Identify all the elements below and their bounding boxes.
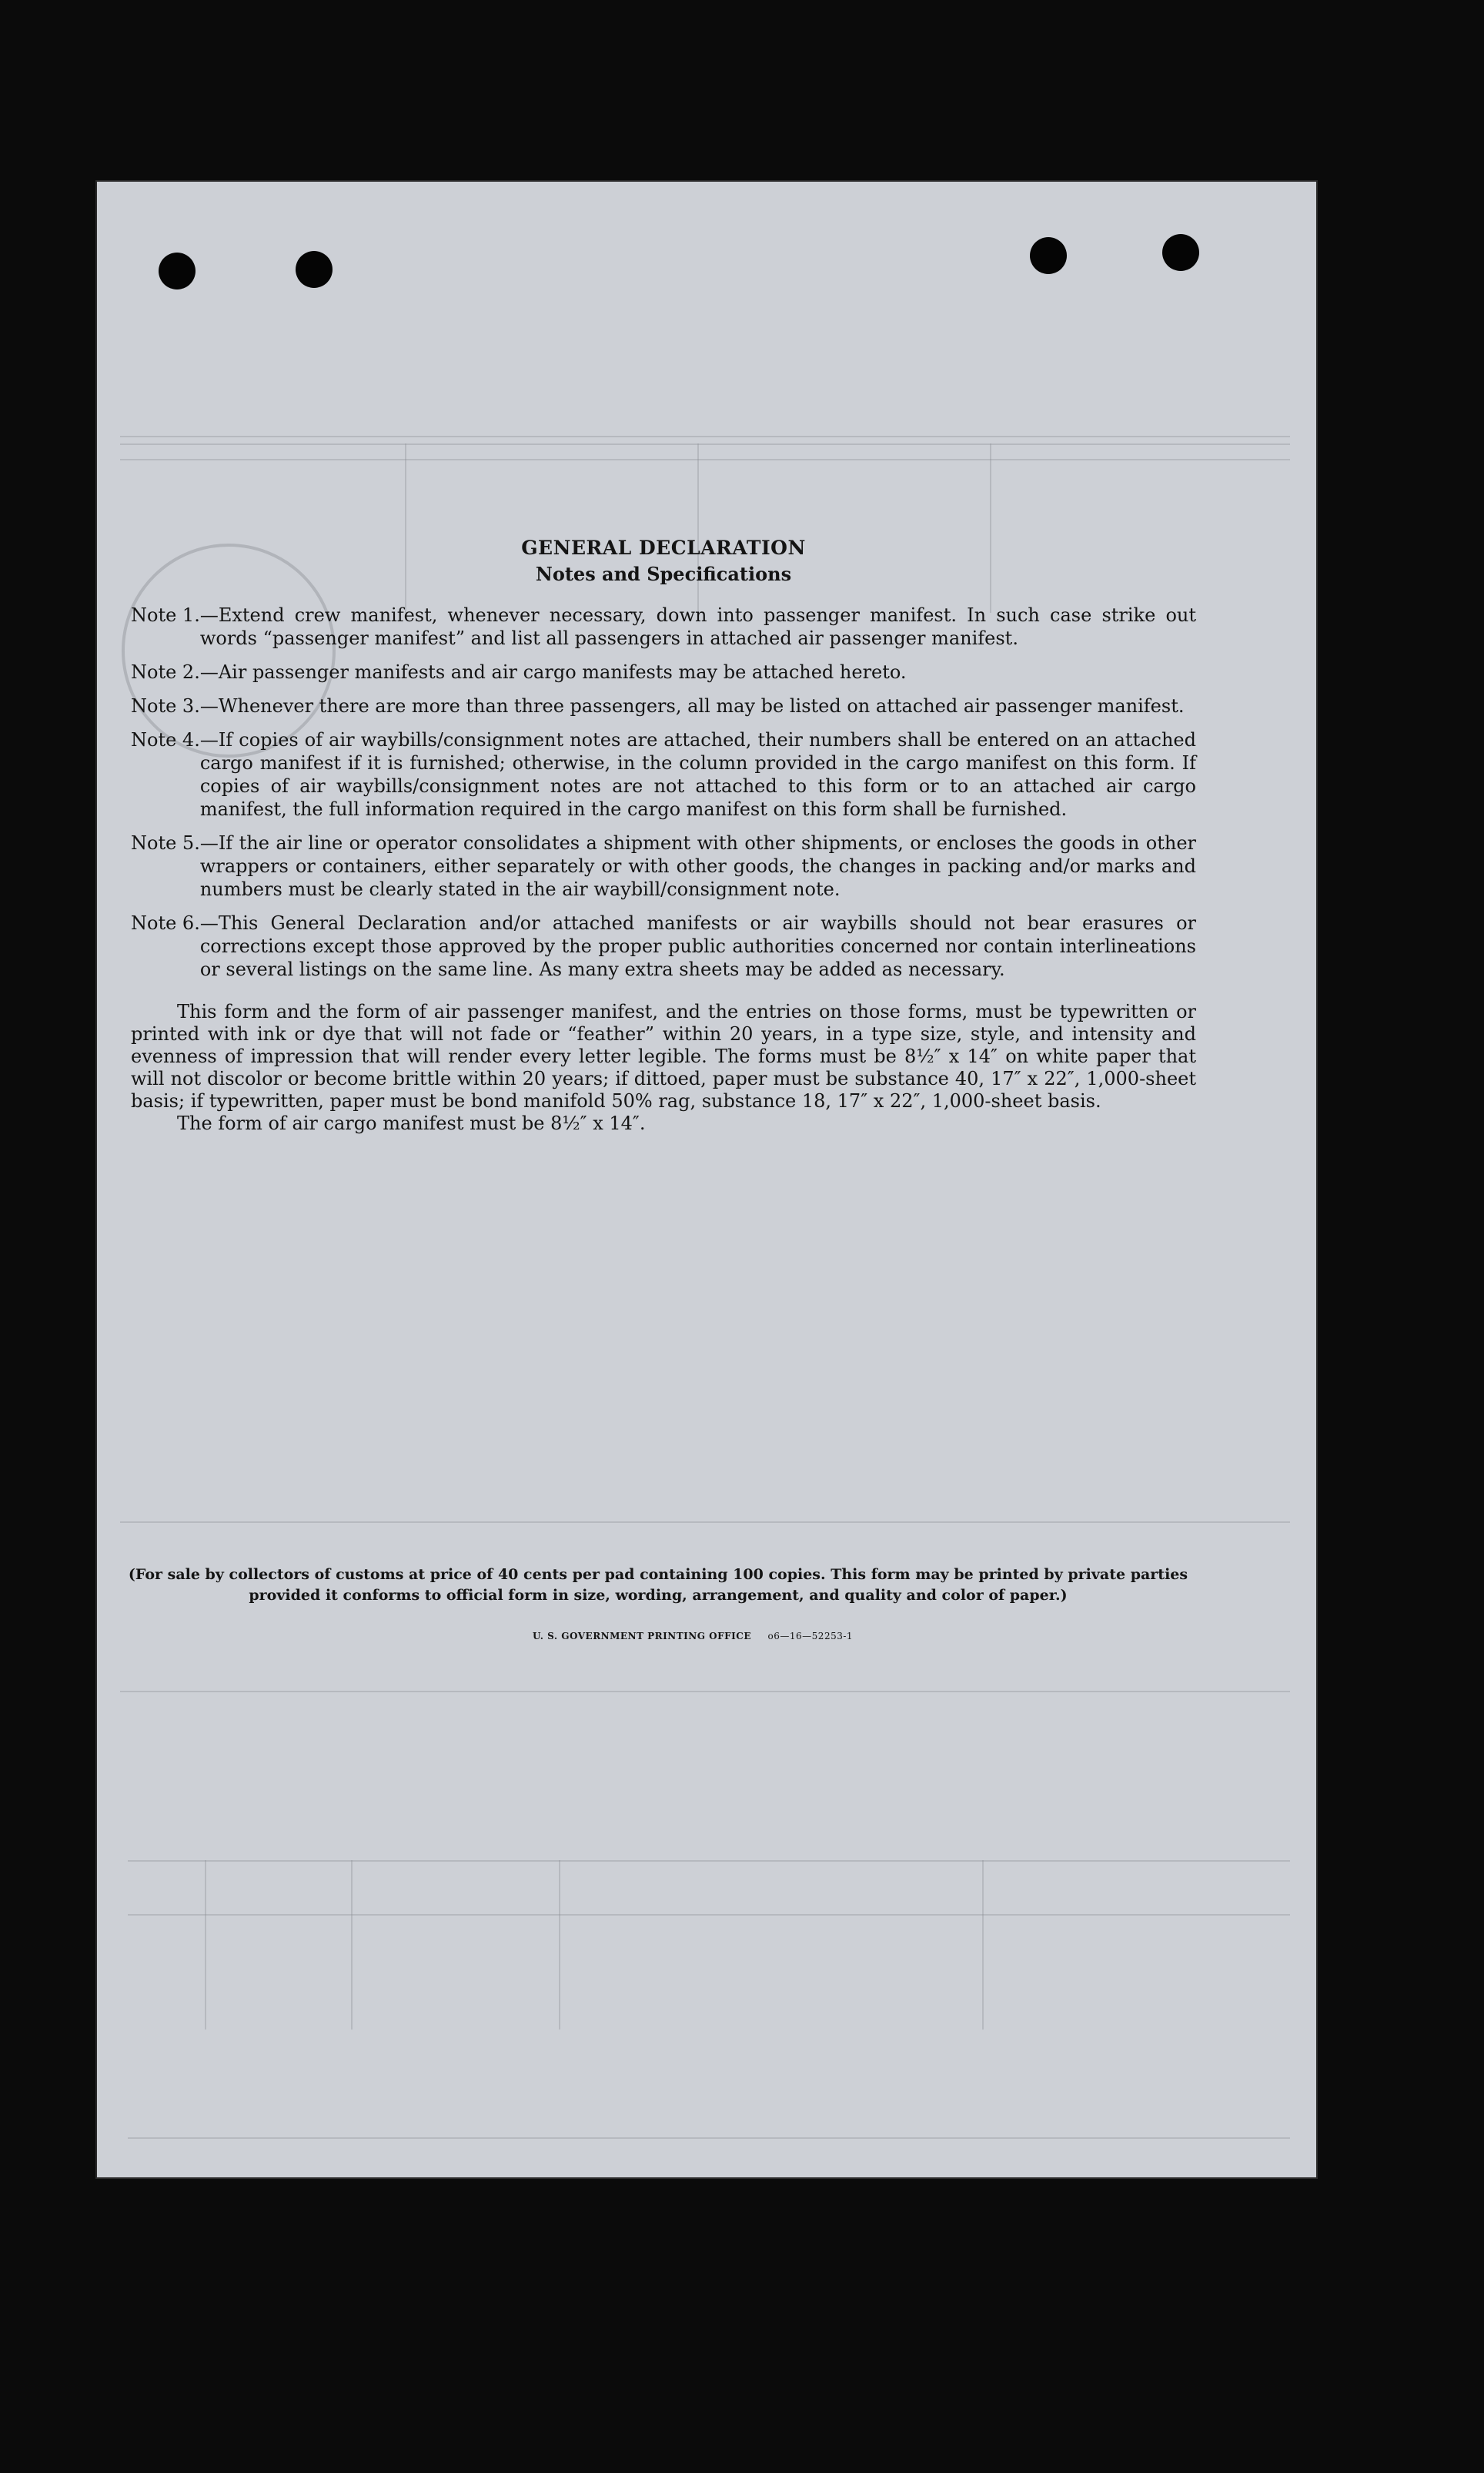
printing-office-name: U. S. GOVERNMENT PRINTING OFFICE	[532, 1631, 751, 1641]
note-item	[131, 728, 1196, 821]
note-label: Note 4.	[131, 729, 200, 751]
note-text: —Air passenger manifests and air cargo manifests may be attached hereto.	[199, 661, 907, 683]
bleed-through-rule	[559, 1860, 560, 2030]
bleed-through-rule	[205, 1860, 206, 2030]
note-text: —If copies of air waybills/consignment notes are attached, their numbers shall be entered on an attached cargo manifest if it is furnished; otherwise, in the column provided in the cargo manifest on this form. If copies of air waybills/consignment notes are not attached to this form or to an attached air cargo manifest, the full information required in the cargo manifest on this form shall be furnished.	[199, 729, 1196, 820]
note-label: Note 3.	[131, 695, 200, 717]
document-page	[97, 182, 1316, 2177]
bleed-through-rule	[982, 1860, 984, 2030]
bleed-through-rule	[120, 459, 1290, 460]
note-text: —If the air line or operator consolidates a shipment with other shipments, or encloses the goods in other wrappers or containers, either separately or with other goods, the changes in packing and/or marks and numbers must be clearly stated in the air waybill/consignment note.	[199, 832, 1196, 900]
punch-hole	[159, 253, 196, 289]
note-item	[131, 604, 1196, 650]
note-label: Note 2.	[131, 661, 200, 683]
note-item	[131, 694, 1196, 718]
print-code: o6—16—52253-1	[767, 1631, 854, 1641]
note-item	[131, 912, 1196, 981]
bleed-through-rule	[120, 436, 1290, 437]
punch-hole	[1030, 237, 1067, 274]
bleed-through-rule	[128, 1860, 1290, 1862]
cargo-form-size-line: The form of air cargo manifest must be 8½″ x 14″.	[177, 1113, 646, 1134]
bleed-through-rule	[120, 1521, 1290, 1523]
note-text: —Whenever there are more than three passengers, all may be listed on attached air passenger manifest.	[199, 695, 1185, 717]
printing-office-line	[462, 1631, 924, 1641]
notes-section	[131, 536, 1196, 1135]
note-item	[131, 832, 1196, 901]
sale-notice: (For sale by collectors of customs at price of 40 cents per pad containing 100 copies. This form may be printed by private parties provided it conforms to official form in size, wording, arrangement, and quality and color of paper.)	[128, 1566, 1188, 1604]
notes-list	[131, 604, 1196, 981]
note-item	[131, 661, 1196, 684]
bleed-through-rule	[128, 1914, 1290, 1916]
note-text: —Extend crew manifest, whenever necessary, down into passenger manifest. In such case strike out words “passenger manifest” and list all passengers in attached air passenger manifest.	[199, 604, 1196, 649]
note-label: Note 6.	[131, 912, 200, 934]
document-subtitle: Notes and Specifications	[535, 563, 792, 585]
bleed-through-rule	[128, 2137, 1290, 2139]
bleed-through-rule	[120, 1691, 1290, 1692]
bleed-through-rule	[351, 1860, 353, 2030]
document-title: GENERAL DECLARATION	[521, 537, 806, 559]
note-label: Note 5.	[131, 832, 200, 854]
note-label: Note 1.	[131, 604, 200, 626]
punch-hole	[1162, 234, 1199, 271]
form-specifications-paragraph: This form and the form of air passenger manifest, and the entries on those forms, must be typewritten or printed with ink or dye that will not fade or “feather” within 20 years, in a type size, style, and intensity and evenness of impression that will render every letter legible. The forms must be 8½″ x 14″ on white paper that will not discolor or become brittle within 20 years; if dittoed, paper must be substance 40, 17″ x 22″, 1,000-sheet basis; if typewritten, paper must be bond manifold 50% rag, substance 18, 17″ x 22″, 1,000-sheet basis.	[131, 1001, 1196, 1112]
punch-hole	[296, 251, 333, 288]
note-text: —This General Declaration and/or attached manifests or air waybills should not bear erasures or corrections except those approved by the proper public authorities concerned nor contain interlineations or several listings on the same line. As many extra sheets may be added as necessary.	[199, 912, 1196, 980]
bleed-through-rule	[120, 443, 1290, 445]
